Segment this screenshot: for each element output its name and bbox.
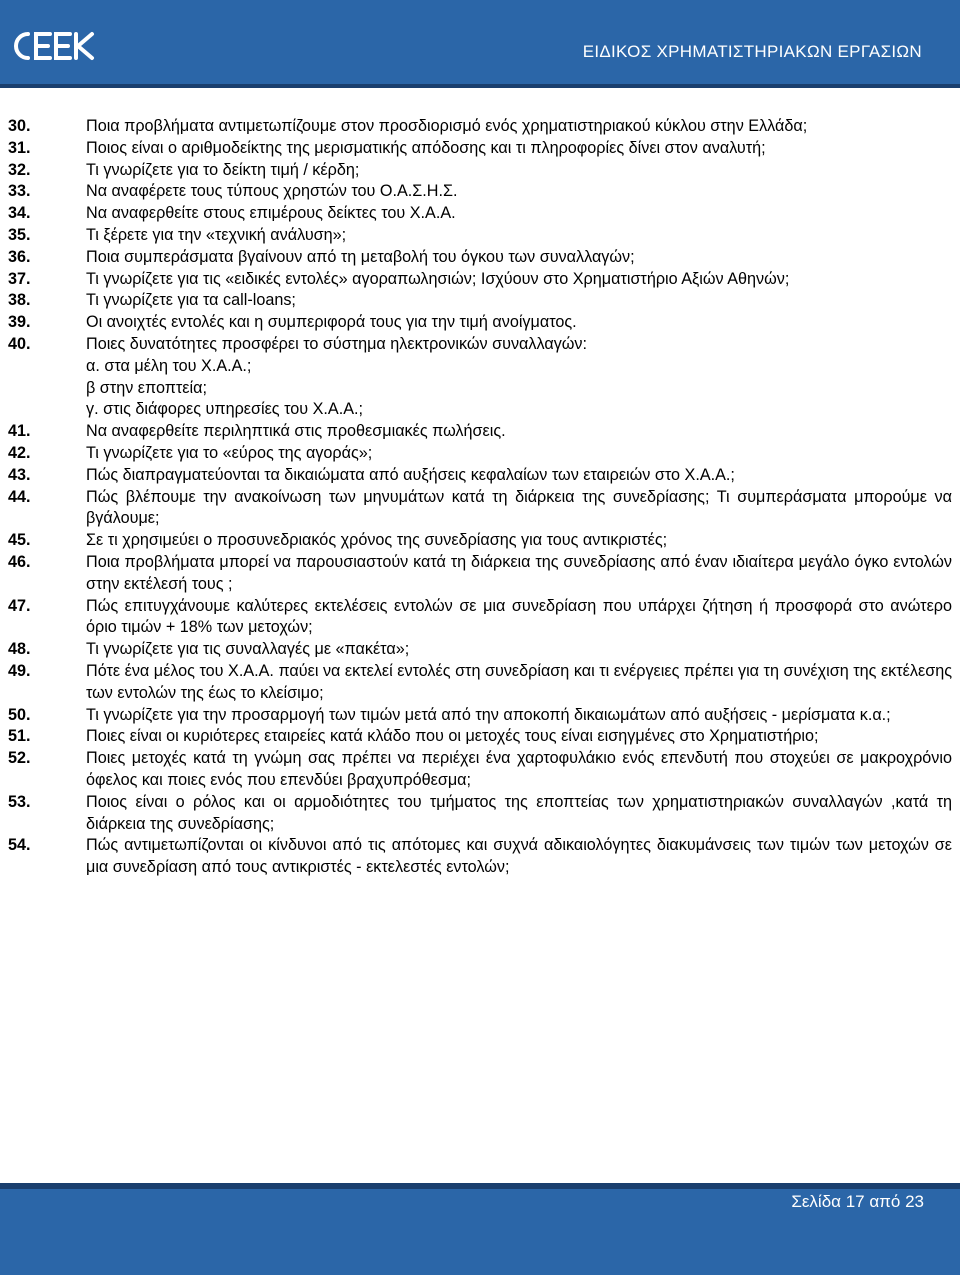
question-text <box>86 225 952 247</box>
question-list <box>8 116 952 879</box>
question-item <box>8 290 952 312</box>
question-number: 51. <box>8 727 31 746</box>
question-item <box>8 160 952 182</box>
question-text <box>86 290 952 312</box>
question-subitem: β στην εποπτεία; <box>86 378 207 397</box>
question-item <box>8 835 952 879</box>
question-text <box>86 465 952 487</box>
question-item <box>8 116 952 138</box>
question-line: Ποιες είναι οι κυριότερες εταιρείες κατά κλάδο που οι μετοχές τους είναι εισηγμένες στο Χρηματιστήριο; <box>86 727 819 746</box>
question-line: Ποιος είναι ο ρόλος και οι αρμοδιότητες του τμήματος της εποπτείας των χρηματιστηριακών συναλλαγών ,κατά τη διάρκεια της συνεδρίασης; <box>86 792 952 833</box>
question-item <box>8 421 952 443</box>
question-text <box>86 138 952 160</box>
question-line: Τι γνωρίζετε για την προσαρμογή των τιμών μετά από την αποκοπή δικαιωμάτων από αυξήσεις - μερίσματα κ.α.; <box>86 705 891 724</box>
question-number: 40. <box>8 334 31 353</box>
question-text <box>86 203 952 225</box>
question-number: 54. <box>8 836 31 855</box>
question-item <box>8 138 952 160</box>
question-line: Τι γνωρίζετε για τα call-loans; <box>86 291 296 310</box>
question-line: Ποια προβλήματα αντιμετωπίζουμε στον προσδιορισμό ενός χρηματιστηριακού κύκλου στην Ελλάδα; <box>86 117 808 135</box>
question-item <box>8 639 952 661</box>
question-line: Σε τι χρησιμεύει ο προσυνεδριακός χρόνος της συνεδρίασης για τους αντικριστές; <box>86 531 668 550</box>
question-line: Πότε ένα μέλος του Χ.Α.Α. παύει να εκτελεί εντολές στη συνεδρίαση και τι ενέργειες πρέπει για τη συνέχιση της εκτέλεσης των εντολών της έως το κλείσιμο; <box>86 661 952 702</box>
question-text <box>86 552 952 596</box>
question-item <box>8 312 952 334</box>
question-number: 41. <box>8 422 31 441</box>
question-text <box>86 312 952 334</box>
question-text <box>86 334 952 421</box>
question-text <box>86 835 952 879</box>
question-item <box>8 269 952 291</box>
question-number: 52. <box>8 749 31 768</box>
question-line: Ποια συμπεράσματα βγαίνουν από τη μεταβολή του όγκου των συναλλαγών; <box>86 247 635 266</box>
question-text <box>86 596 952 640</box>
question-line: Τι γνωρίζετε για τις «ειδικές εντολές» αγοραπωλησιών; Ισχύουν στο Χρηματιστήριο Αξιών Αθηνών; <box>86 269 790 288</box>
question-text <box>86 443 952 465</box>
question-line: Πώς αντιμετωπίζονται οι κίνδυνοι από τις απότομες και συχνά αδικαιολόγητες διακυμάνσεις των τιμών των μετοχών σε μια συνεδρίαση από τους αντικριστές - εκτελεστές εντολών; <box>86 836 952 877</box>
question-item <box>8 748 952 792</box>
question-item <box>8 726 952 748</box>
question-item <box>8 334 952 421</box>
question-number: 38. <box>8 291 31 310</box>
question-item <box>8 552 952 596</box>
question-item <box>8 705 952 727</box>
question-line: Ποια προβλήματα μπορεί να παρουσιαστούν κατά τη διάρκεια της συνεδρίασης από έναν ιδιαίτερα μεγάλο όγκο εντολών στην εκτέλεσή τους ; <box>86 552 952 593</box>
question-text <box>86 726 952 748</box>
question-number: 49. <box>8 661 31 680</box>
question-text <box>86 639 952 661</box>
page-header <box>0 0 960 88</box>
question-item <box>8 530 952 552</box>
question-number: 45. <box>8 531 31 550</box>
question-item <box>8 792 952 836</box>
question-number: 34. <box>8 204 31 223</box>
question-text <box>86 705 952 727</box>
question-number: 47. <box>8 596 31 615</box>
question-item <box>8 487 952 531</box>
header-rule <box>0 84 960 88</box>
question-number: 33. <box>8 182 31 201</box>
question-text <box>86 421 952 443</box>
question-number: 37. <box>8 269 31 288</box>
question-number: 30. <box>8 117 31 135</box>
question-line: Τι ξέρετε για την «τεχνική ανάλυση»; <box>86 225 347 244</box>
question-line: Οι ανοιχτές εντολές και η συμπεριφορά τους για την τιμή ανοίγματος. <box>86 313 577 332</box>
question-line: Να αναφερθείτε περιληπτικά στις προθεσμιακές πωλήσεις. <box>86 422 506 441</box>
question-line: Να αναφερθείτε στους επιμέρους δείκτες του Χ.Α.Α. <box>86 204 456 223</box>
header-title: ΕΙΔΙΚΟΣ ΧΡΗΜΑΤΙΣΤΗΡΙΑΚΩΝ ΕΡΓΑΣΙΩΝ <box>582 42 922 61</box>
question-item <box>8 661 952 705</box>
question-item <box>8 596 952 640</box>
question-text <box>86 116 952 138</box>
question-number: 53. <box>8 792 31 811</box>
question-number: 32. <box>8 160 31 179</box>
question-item <box>8 203 952 225</box>
question-text <box>86 160 952 182</box>
question-line: Ποιες δυνατότητες προσφέρει το σύστημα ηλεκτρονικών συναλλαγών: <box>86 334 588 353</box>
question-number: 48. <box>8 640 31 659</box>
question-text <box>86 530 952 552</box>
question-text <box>86 792 952 836</box>
page-number: Σελίδα 17 από 23 <box>791 1192 924 1211</box>
question-number: 39. <box>8 313 31 332</box>
question-line: Τι γνωρίζετε για το δείκτη τιμή / κέρδη; <box>86 160 360 179</box>
question-item <box>8 247 952 269</box>
question-item <box>8 181 952 203</box>
question-line: Ποιες μετοχές κατά τη γνώμη σας πρέπει να περιέχει ένα χαρτοφυλάκιο ενός επενδυτή που στοχεύει σε μακροχρόνιο όφελος και ποιες ενός που επενδύει βραχυπρόθεσμα; <box>86 749 952 789</box>
question-text <box>86 247 952 269</box>
question-line: Πώς βλέπουμε την ανακοίνωση των μηνυμάτων κατά τη διάρκεια της συνεδρίασης; Τι συμπεράσματα μπορούμε να βγάλουμε; <box>86 487 952 528</box>
question-line: Πώς διαπραγματεύονται τα δικαιώματα από αυξήσεις κεφαλαίων των εταιρειών στο Χ.Α.Α.; <box>86 465 735 484</box>
question-line: Ποιος είναι ο αριθμοδείκτης της μερισματικής απόδοσης και τι πληροφορίες δίνει στον αναλυτή; <box>86 138 766 157</box>
question-line: Να αναφέρετε τους τύπους χρηστών του Ο.Α.Σ.Η.Σ. <box>86 182 458 201</box>
question-text <box>86 661 952 705</box>
question-number: 46. <box>8 552 31 571</box>
question-text <box>86 269 952 291</box>
question-item <box>8 465 952 487</box>
question-subitem: α. στα μέλη του Χ.Α.Α.; <box>86 356 252 375</box>
question-number: 31. <box>8 138 31 157</box>
question-number: 44. <box>8 487 31 506</box>
question-number: 43. <box>8 465 31 484</box>
question-line: Τι γνωρίζετε για τις συναλλαγές με «πακέτα»; <box>86 640 410 659</box>
question-number: 36. <box>8 247 31 266</box>
footer-rule <box>0 1183 960 1189</box>
question-item <box>8 443 952 465</box>
question-item <box>8 225 952 247</box>
question-number: 50. <box>8 705 31 724</box>
question-line: Τι γνωρίζετε για το «εύρος της αγοράς»; <box>86 443 373 462</box>
question-subitem: γ. στις διάφορες υπηρεσίες του Χ.Α.Α.; <box>86 400 364 419</box>
question-text <box>86 487 952 531</box>
ceek-logo <box>8 26 100 66</box>
question-number: 35. <box>8 225 31 244</box>
question-text <box>86 748 952 792</box>
question-text <box>86 181 952 203</box>
question-line: Πώς επιτυγχάνουμε καλύτερες εκτελέσεις εντολών σε μια συνεδρίαση που υπάρχει ζήτηση ή προσφορά στο ανώτερο όριο τιμών + 18% των μετοχών; <box>86 596 952 637</box>
question-number: 42. <box>8 443 31 462</box>
